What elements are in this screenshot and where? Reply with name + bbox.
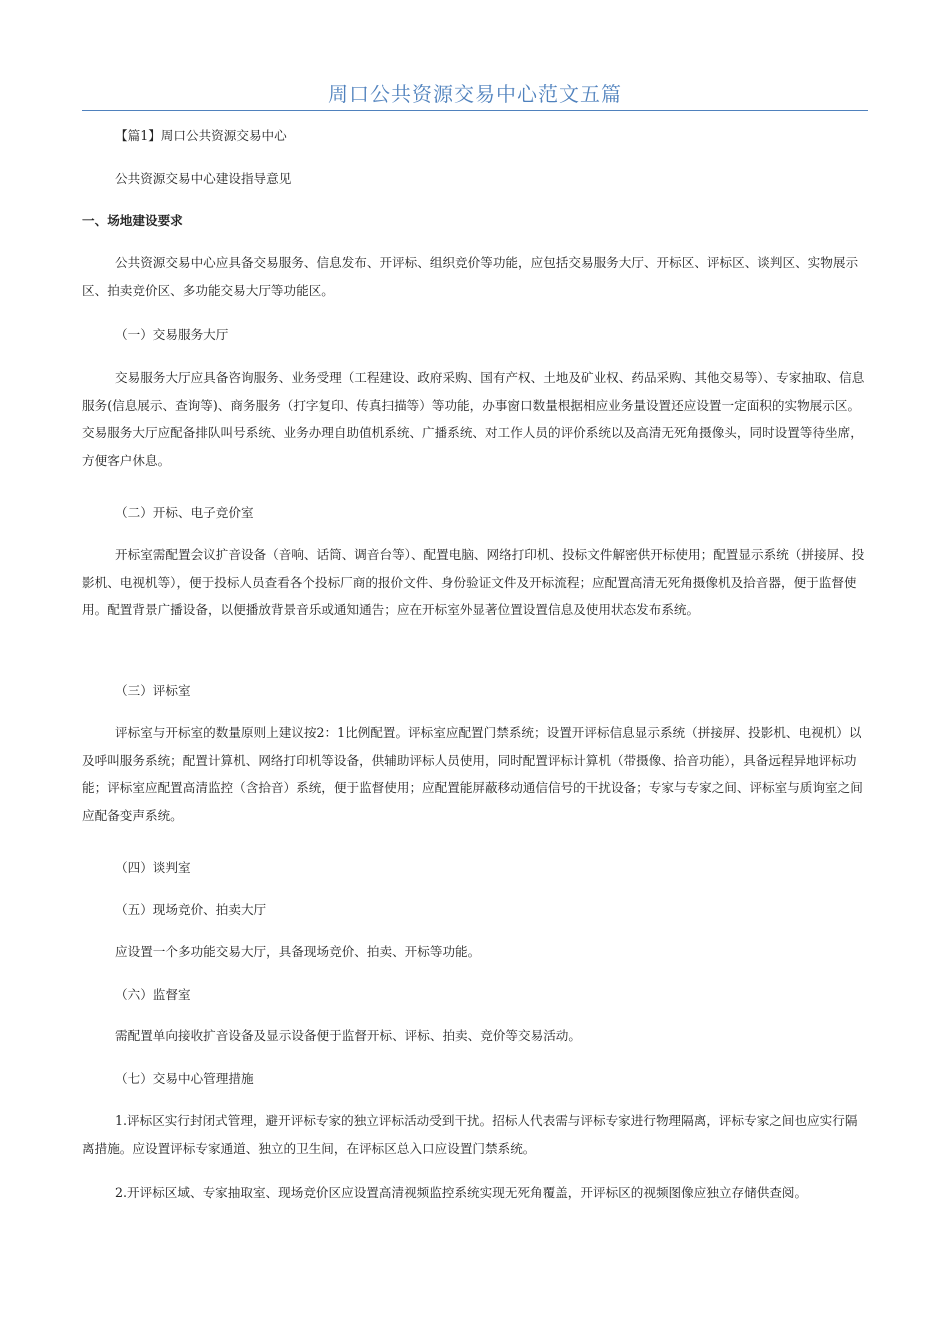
subsection-paragraph-6: 需配置单向接收扩音设备及显示设备便于监督开标、评标、拍卖、竞价等交易活动。 (115, 1028, 581, 1043)
subsection-paragraph-5: 应设置一个多功能交易大厅，具备现场竞价、拍卖、开标等功能。 (115, 944, 481, 959)
subsection-paragraph-2: 开标室需配置会议扩音设备（音响、话筒、调音台等）、配置电脑、网络打印机、投标文件解密供开标使用；配置显示系统（拼接屏、投影机、电视机等），便于投标人员查看各个投标厂商的报价文件、身份验证文件及开标流程；应配置高清无死角摄像机及拾音器，便于监督使用。配置背景广播设备，以便播放背景音乐或通知通告；应在开标室外显著位置设置信息及使用状态发布系统。 (82, 547, 865, 617)
title-underline (82, 110, 868, 111)
subtitle: 公共资源交易中心建设指导意见 (115, 171, 292, 186)
intro-paragraph: 公共资源交易中心应具备交易服务、信息发布、开评标、组织竞价等功能，应包括交易服务大厅、开标区、评标区、谈判区、实物展示区、拍卖竞价区、多功能交易大厅等功能区。 (82, 255, 859, 298)
document-title: 周口公共资源交易中心范文五篇 (328, 82, 622, 106)
management-item-2: 2.开评标区域、专家抽取室、现场竞价区应设置高清视频监控系统实现无死角覆盖，开评标区的视频图像应独立存储供查阅。 (115, 1185, 808, 1200)
subsection-heading-4: （四）谈判室 (115, 860, 191, 875)
section-heading-1: 一、场地建设要求 (82, 213, 183, 228)
subsection-heading-3: （三）评标室 (115, 683, 191, 698)
part-label: 【篇1】周口公共资源交易中心 (115, 128, 287, 143)
management-item-1: 1.评标区实行封闭式管理，避开评标专家的独立评标活动受到干扰。招标人代表需与评标专家进行物理隔离，评标专家之间也应实行隔离措施。应设置评标专家通道、独立的卫生间，在评标区总入口应设置门禁系统。 (82, 1113, 858, 1156)
subsection-paragraph-3: 评标室与开标室的数量原则上建议按2：1比例配置。评标室应配置门禁系统；设置开评标信息显示系统（拼接屏、投影机、电视机）以及呼叫服务系统；配置计算机、网络打印机等设备，供辅助评标人员使用，同时配置评标计算机（带摄像、拾音功能），具备远程异地评标功能；评标室应配置高清监控（含拾音）系统，便于监督使用；应配置能屏蔽移动通信信号的干扰设备；专家与专家之间、评标室与质询室之间应配备变声系统。 (82, 725, 863, 823)
subsection-heading-1: （一）交易服务大厅 (115, 327, 229, 342)
subsection-heading-6: （六）监督室 (115, 987, 191, 1002)
subsection-heading-5: （五）现场竞价、拍卖大厅 (115, 902, 267, 917)
subsection-paragraph-1: 交易服务大厅应具备咨询服务、业务受理（工程建设、政府采购、国有产权、土地及矿业权、药品采购、其他交易等）、专家抽取、信息服务(信息展示、查询等)、商务服务（打字复印、传真扫描等）等功能，办事窗口数量根据相应业务量设置还应设置一定面积的实物展示区。交易服务大厅应配备排队叫号系统、业务办理自助值机系统、广播系统、对工作人员的评价系统以及高清无死角摄像头，同时设置等待坐席，方便客户休息。 (82, 370, 865, 468)
subsection-heading-2: （二）开标、电子竞价室 (115, 505, 254, 520)
subsection-heading-7: （七）交易中心管理措施 (115, 1071, 254, 1086)
